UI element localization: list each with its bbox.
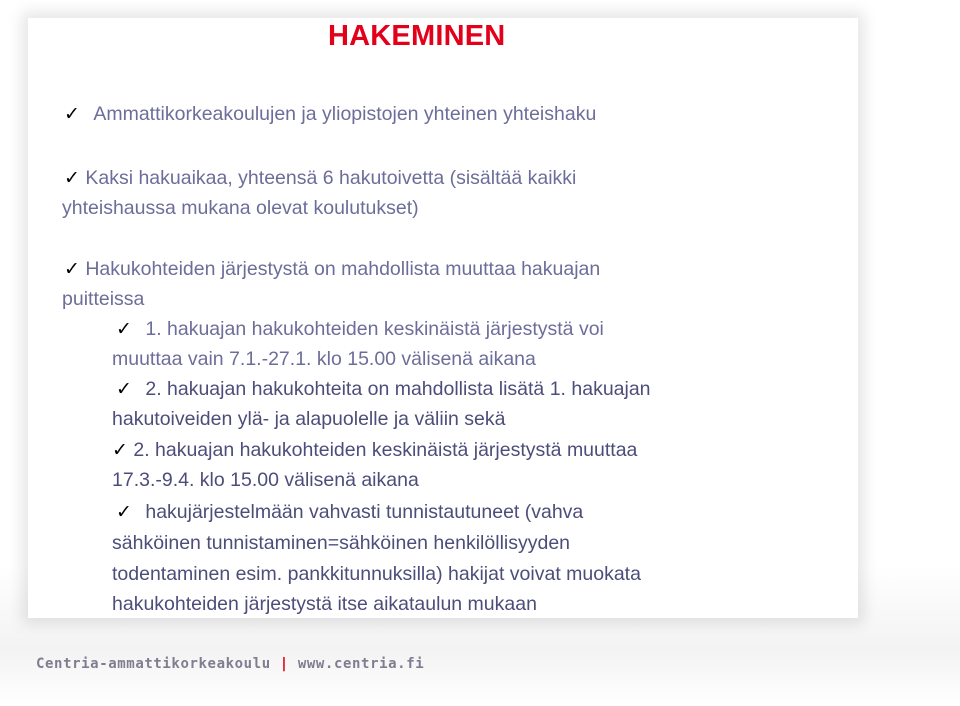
subbullet-3-text-line1: 2. hakuajan hakukohteiden keskinäistä järjestystä muuttaa [133,439,638,461]
bullet-1-text: Ammattikorkeakoulujen ja yliopistojen yhteinen yhteishaku [93,103,597,125]
bullet-3-text-line1: Hakukohteiden järjestystä on mahdollista muuttaa hakuajan [85,258,601,280]
subbullet-4 [116,497,583,527]
bullet-1 [64,99,596,129]
subbullet-3 [112,435,637,465]
bullet-3 [64,254,600,284]
bullet-2-text-line2: yhteishaussa mukana olevat koulutukset) [62,197,419,219]
subbullet-3-text-line2: 17.3.-9.4. klo 15.00 välisenä aikana [112,469,419,491]
subbullet-2-text-line1: 2. hakuajan hakukohteita on mahdollista lisätä 1. hakuajan [145,378,651,400]
subbullet-2-text-line2: hakutoiveiden ylä- ja alapuolelle ja väliin sekä [112,408,506,430]
checkmark-icon: ✓ [64,103,80,125]
footer [36,656,424,672]
subbullet-4-text-line2: sähköinen tunnistaminen=sähköinen henkilöllisyyden [112,532,571,554]
subbullet-1 [116,314,604,344]
bullet-3-text-line2: puitteissa [62,288,145,310]
footer-url[interactable]: www.centria.fi [297,656,425,672]
subbullet-4-text-line3: todentaminen esim. pankkitunnuksilla) hakijat voivat muokata [112,563,641,585]
footer-separator: | [279,656,289,672]
slide-title: HAKEMINEN [328,20,506,52]
subbullet-4-text-line1: hakujärjestelmään vahvasti tunnistautuneet (vahva [145,501,584,523]
checkmark-icon: ✓ [64,258,80,280]
checkmark-icon: ✓ [112,439,128,461]
subbullet-2 [116,374,651,404]
bullet-2-text-line1: Kaksi hakuaikaa, yhteensä 6 hakutoivetta (sisältää kaikki [85,167,577,189]
checkmark-icon: ✓ [116,378,132,400]
checkmark-icon: ✓ [116,501,132,523]
bullet-2 [64,163,576,193]
footer-org: Centria-ammattikorkeakoulu [36,656,271,672]
subbullet-1-text-line1: 1. hakuajan hakukohteiden keskinäistä järjestystä voi [145,318,604,340]
checkmark-icon: ✓ [116,318,132,340]
subbullet-4-text-line4: hakukohteiden järjestystä itse aikataulun mukaan [112,593,537,615]
subbullet-1-text-line2: muuttaa vain 7.1.-27.1. klo 15.00 välisenä aikana [112,348,536,370]
checkmark-icon: ✓ [64,167,80,189]
